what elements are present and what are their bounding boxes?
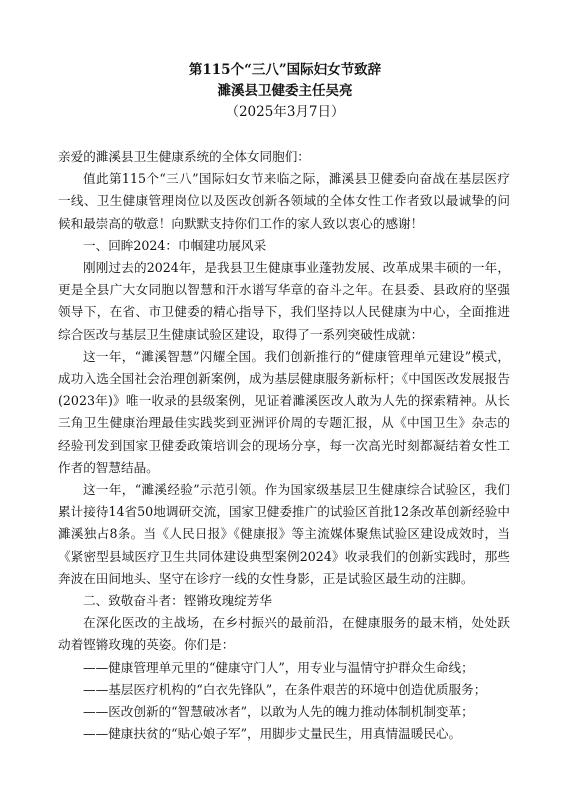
paragraph-intro: 值此第115个“三八”国际妇女节来临之际，濉溪县卫健委向奋战在基层医疗一线、卫生健康管理岗位以及医改创新各领域的全体女性工作者致以最诚挚的问候和最崇高的敬意！向默默支持你们工作的家人致以衷心的感谢！ bbox=[58, 171, 510, 231]
paragraph-experience: 这一年，“濉溪经验”示范引领。作为国家级基层卫生健康综合试验区，我们累计接待14省50地调研交流，国家卫健委推广的试验区首批12条改革创新经验中濉溪独占8条。当《人民日报》《健康报》等主流媒体聚焦试验区建设成效时，当《紧密型县域医疗卫生共同体建设典型案例2024》收录我们的创新实践时，那些奔波在田间地头、坚守在诊疗一线的女性身影，正是试验区最生动的注脚。 bbox=[58, 482, 510, 586]
date-line: （2025年3月7日） bbox=[225, 104, 345, 120]
author-line: 濉溪县卫健委主任吴亮 bbox=[217, 83, 353, 99]
list-item-health-gatekeeper: ——健康管理单元里的“健康守门人”，用专业与温情守护群众生命线； bbox=[83, 659, 474, 675]
section-heading-1: 一、回眸2024：巾帼建功展风采 bbox=[83, 237, 267, 253]
list-item-white-coat-vanguard: ——基层医疗机构的“白衣先锋队”，在条件艰苦的环境中创造优质服务； bbox=[83, 681, 487, 697]
document-title: 第115个“三八”国际妇女节致辞 bbox=[188, 62, 382, 78]
paragraph-wisdom: 这一年，“濉溪智慧”闪耀全国。我们创新推行的“健康管理单元建设”模式，成功入选全国社会治理创新案例，成为基层健康服务新标杆；《中国医改发展报告(2023年)》唯一收录的县级案例，见证着濉溪医改人敢为人先的探索精神。从长三角卫生健康治理最佳实践奖到亚洲评价周的专题汇报，从《中国卫生》杂志的经验刊发到国家卫健委政策培训会的现场分享，每一次高光时刻都凝结着女性工作者的智慧结晶。 bbox=[58, 348, 510, 475]
document-body bbox=[58, 146, 510, 745]
section-heading-2: 二、致敬奋斗者：铿锵玫瑰绽芳华 bbox=[83, 593, 272, 609]
document-header bbox=[0, 60, 570, 123]
list-item-poverty-relief: ——健康扶贫的“贴心娘子军”，用脚步丈量民生，用真情温暖民心。 bbox=[83, 726, 462, 742]
paragraph-tribute: 在深化医改的主战场，在乡村振兴的最前沿，在健康服务的最末梢，处处跃动着铿锵玫瑰的英姿。你们是： bbox=[58, 615, 510, 653]
paragraph-review: 刚刚过去的2024年，是我县卫生健康事业蓬勃发展、改革成果丰硕的一年，更是全县广大女同胞以智慧和汗水谱写华章的奋斗之年。在县委、县政府的坚强领导下，在省、市卫健委的精心指导下，我们坚持以人民健康为中心，全面推进综合医改与基层卫生健康试验区建设，取得了一系列突破性成就： bbox=[58, 260, 510, 342]
salutation: 亲爱的濉溪县卫生健康系统的全体女同胞们： bbox=[58, 149, 310, 164]
list-item-icebreaker: ——医改创新的“智慧破冰者”，以敢为人先的魄力推动体制机制变革； bbox=[83, 704, 474, 720]
